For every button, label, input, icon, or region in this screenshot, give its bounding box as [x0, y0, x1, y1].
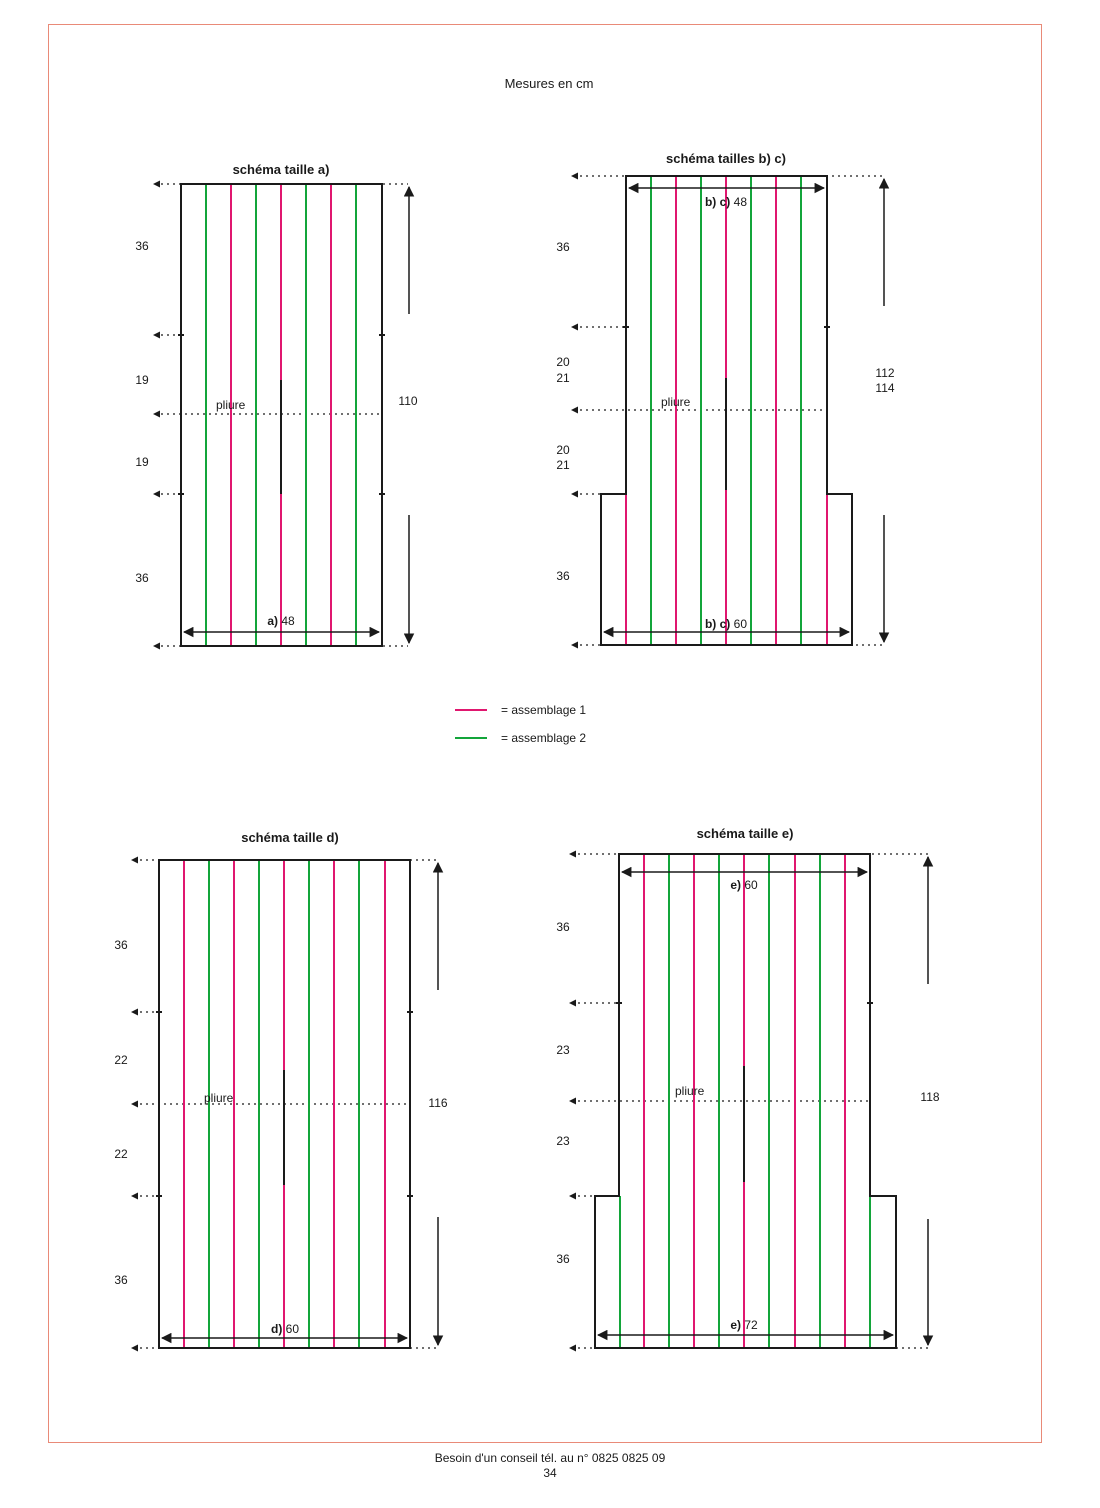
measure: 19 [135, 373, 149, 387]
measure: 36 [556, 240, 570, 254]
total-height: 116 [428, 1096, 448, 1110]
measure: 36 [135, 239, 149, 253]
schema-a-title: schéma taille a) [232, 162, 330, 177]
schema-e-guides [572, 854, 928, 1348]
legend-label-2: = assemblage 2 [501, 731, 587, 745]
legend-label-1: = assemblage 1 [501, 703, 587, 717]
measure: 36 [556, 569, 570, 583]
schema-e-title: schéma taille e) [696, 826, 794, 841]
schema-d-guides [134, 860, 438, 1348]
schema-bc-title: schéma tailles b) c) [666, 151, 786, 166]
total-height: 112 [875, 366, 895, 380]
legend [455, 703, 586, 745]
measure: 36 [114, 938, 128, 952]
measure: 22 [114, 1053, 128, 1067]
measure: 36 [556, 1252, 570, 1266]
measure: 21 [556, 371, 570, 385]
measure: 36 [114, 1273, 128, 1287]
schema-d-guide-arrows [131, 857, 138, 1352]
schema-bc [556, 151, 895, 649]
schema-a-guide-arrows [153, 181, 160, 650]
total-height: 114 [875, 381, 895, 395]
measure: 20 [556, 355, 570, 369]
schema-e [556, 826, 940, 1352]
measure: 19 [135, 455, 149, 469]
schema-e-guide-arrows [569, 851, 576, 1352]
schema-d-title: schéma taille d) [241, 830, 339, 845]
fold-label: pliure [661, 395, 691, 409]
measure: 22 [114, 1147, 128, 1161]
width-label: a) 48 [267, 614, 295, 628]
width-label: b) c) 60 [704, 617, 748, 631]
measure: 23 [556, 1043, 570, 1057]
footer-advice: Besoin d'un conseil tél. au n° 0825 0825 09 [434, 1451, 666, 1465]
total-height: 118 [920, 1090, 940, 1104]
fold-label: pliure [675, 1084, 705, 1098]
schema-a-seams [206, 184, 356, 646]
width-label: e) 72 [730, 1318, 758, 1332]
units-note: Mesures en cm [504, 76, 594, 91]
measure: 36 [135, 571, 149, 585]
total-height: 110 [398, 394, 418, 408]
measure: 21 [556, 458, 570, 472]
page-number: 34 [543, 1466, 557, 1480]
schema-bc-guide-arrows [571, 173, 578, 649]
width-label: d) 60 [270, 1322, 300, 1336]
fold-label: pliure [216, 398, 246, 412]
schema-e-outline [595, 854, 896, 1348]
measure: 36 [556, 920, 570, 934]
measure: 20 [556, 443, 570, 457]
width-label: e) 60 [730, 878, 758, 892]
schema-bc-guides [574, 176, 884, 645]
measure: 23 [556, 1134, 570, 1148]
schema-a [135, 162, 418, 650]
width-label: b) c) 48 [704, 195, 748, 209]
fold-label: pliure [204, 1091, 234, 1105]
schema-d [114, 830, 448, 1352]
